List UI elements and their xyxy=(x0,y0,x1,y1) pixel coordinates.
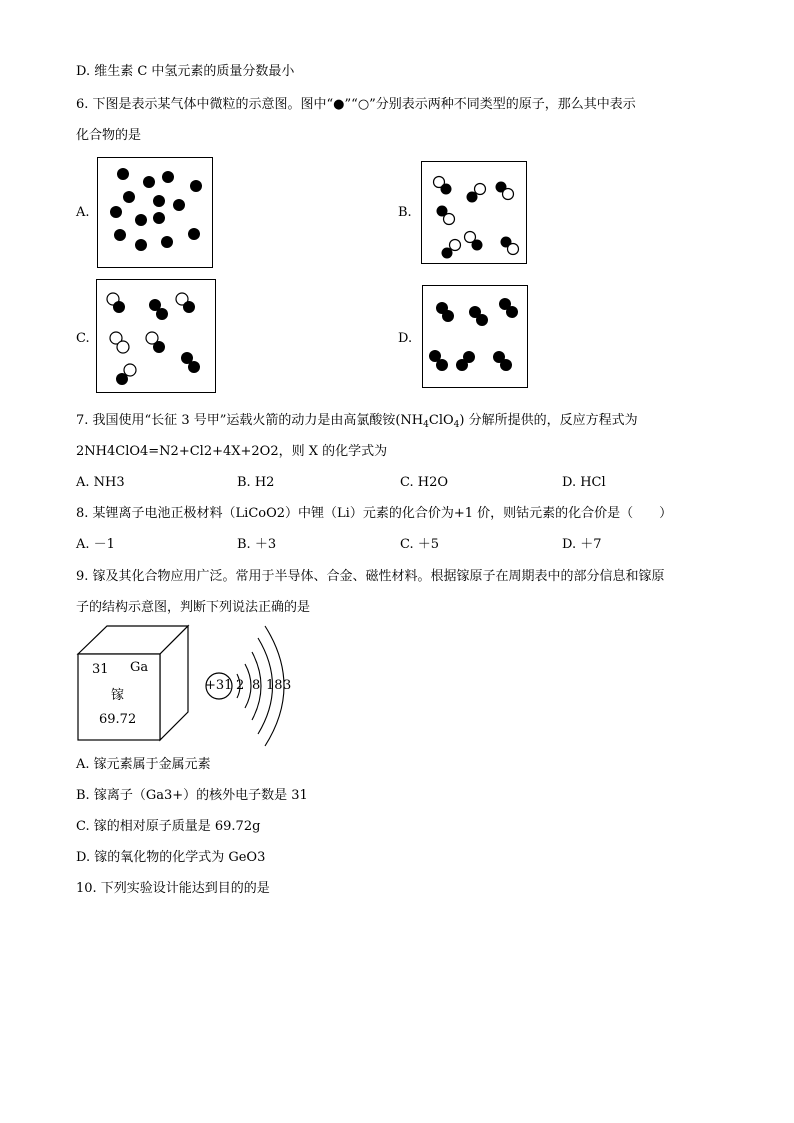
atomic-mass: 69.72 xyxy=(99,712,137,727)
q10-stem: 10. 下列实验设计能达到目的的是 xyxy=(76,881,270,896)
q6-label-b: B. xyxy=(398,205,412,220)
q7-stem xyxy=(76,412,638,434)
particles-a xyxy=(98,158,211,266)
q7-stem-mid: ClO xyxy=(428,413,454,428)
q7-stem-pre: 7. 我国使用“长征 3 号甲”运载火箭的动力是由高氯酸铵(NH xyxy=(76,413,424,428)
q6-label-c: C. xyxy=(76,331,90,346)
q6-diagram-d xyxy=(422,285,528,388)
q9-option-a: A. 镓元素属于金属元素 xyxy=(76,757,211,772)
q8-option-c: C. ＋5 xyxy=(400,537,440,552)
q9-stem-line1: 9. 镓及其化合物应用广泛。常用于半导体、合金、磁性材料。根据镓原子在周期表中的部分信息和镓原 xyxy=(76,569,665,584)
q8-option-b: B. ＋3 xyxy=(237,537,277,552)
q7-stem-sub2: 4 xyxy=(453,420,460,430)
q7-stem-sub1: 4 xyxy=(423,420,429,430)
particles-b xyxy=(422,162,525,262)
q9-stem-line2: 子的结构示意图，判断下列说法正确的是 xyxy=(76,600,311,615)
shell-4-count: 3 xyxy=(283,678,292,693)
q5-option-d: D. 维生素 C 中氢元素的质量分数最小 xyxy=(76,64,295,79)
q7-option-c: C. H2O xyxy=(400,475,449,490)
q6-stem-line1: 6. 下图是表示某气体中微粒的示意图。图中“●”“○”分别表示两种不同类型的原子，那么其中表示 xyxy=(76,97,636,112)
atomic-number: 31 xyxy=(92,662,109,677)
particles-d xyxy=(423,286,526,386)
q8-option-a: A. －1 xyxy=(76,537,115,552)
q6-label-d: D. xyxy=(398,331,413,346)
q7-option-d: D. HCl xyxy=(562,475,606,490)
q6-diagram-c xyxy=(96,279,216,393)
q6-diagram-b xyxy=(421,161,527,264)
shell-2-count: 8 xyxy=(252,678,261,693)
q7-stem-post: ) 分解所提供的，反应方程式为 xyxy=(459,413,638,428)
q7-equation: 2NH4ClO4=N2+Cl2+4X+2O2，则 X 的化学式为 xyxy=(76,444,388,459)
q9-option-c: C. 镓的相对原子质量是 69.72g xyxy=(76,819,261,834)
q7-option-a: A. NH3 xyxy=(76,475,125,490)
q7-option-b: B. H2 xyxy=(237,475,275,490)
shell-3-count: 18 xyxy=(266,678,283,693)
atomic-structure-diagram xyxy=(203,624,303,748)
q6-label-a: A. xyxy=(76,205,90,220)
q9-option-b: B. 镓离子（Ga3+）的核外电子数是 31 xyxy=(76,788,308,803)
q6-stem-line2: 化合物的是 xyxy=(76,128,142,143)
q8-stem: 8. 某锂离子电池正极材料（LiCoO2）中锂（Li）元素的化合价为+1 价，则钴元素的化合价是（ ） xyxy=(76,506,673,521)
nucleus-charge: +31 xyxy=(205,678,233,693)
element-name: 镓 xyxy=(111,688,125,703)
q6-diagram-a xyxy=(97,157,213,268)
shell-1-count: 2 xyxy=(236,678,245,693)
q8-option-d: D. ＋7 xyxy=(562,537,602,552)
particles-c xyxy=(97,280,214,391)
element-tile xyxy=(76,624,192,744)
element-symbol: Ga xyxy=(130,660,149,675)
q9-option-d: D. 镓的氧化物的化学式为 GeO3 xyxy=(76,850,266,865)
